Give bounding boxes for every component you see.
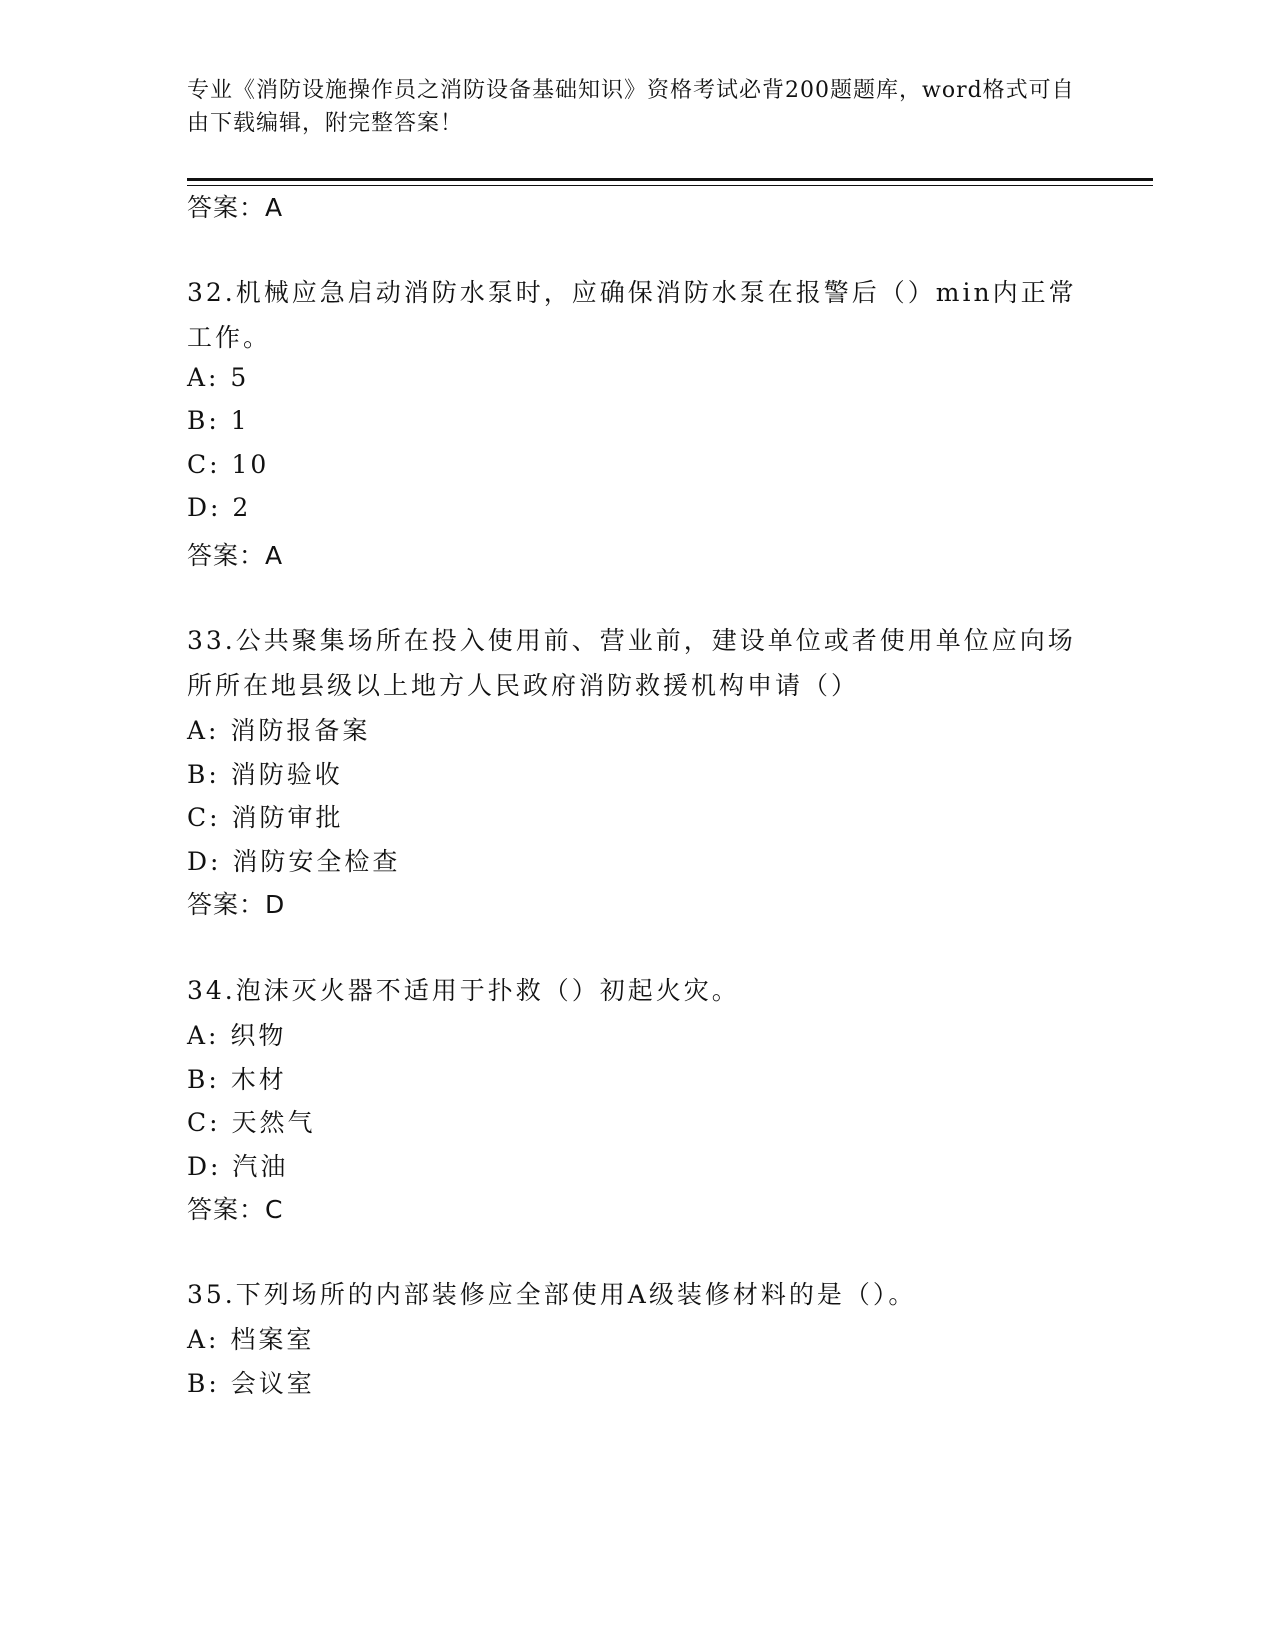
- option-a: A: 5: [187, 363, 250, 392]
- option-b: B: 木材: [187, 1065, 287, 1094]
- option-b: B: 会议室: [187, 1369, 315, 1398]
- header-divider-thick: [187, 178, 1153, 181]
- answer-line: 答案：D: [187, 890, 286, 919]
- option-a: A: 消防报备案: [187, 716, 371, 745]
- option-b: B: 消防验收: [187, 760, 343, 789]
- option-b: B: 1: [187, 406, 250, 435]
- question-stem: 34.泡沫灭火器不适用于扑救（）初起火灾。: [187, 976, 740, 1005]
- option-d: D: 2: [187, 493, 252, 522]
- header-divider-thin: [187, 185, 1153, 186]
- question-stem: 35.下列场所的内部装修应全部使用A级装修材料的是（）。: [187, 1280, 917, 1309]
- option-a: A: 档案室: [187, 1325, 315, 1354]
- answer-line: 答案：C: [187, 1195, 284, 1224]
- option-c: C: 天然气: [187, 1108, 316, 1137]
- document-header: 专业《消防设施操作员之消防设备基础知识》资格考试必背200题题库，word格式可自由下载编辑，附完整答案！: [187, 78, 1075, 136]
- question-stem: 33.公共聚集场所在投入使用前、营业前，建设单位或者使用单位应向场所所在地县级以上地方人民政府消防救援机构申请（）: [187, 626, 1076, 700]
- option-a: A: 织物: [187, 1021, 287, 1050]
- option-c: C: 10: [187, 450, 270, 479]
- answer-line: 答案：A: [187, 193, 284, 222]
- option-c: C: 消防审批: [187, 803, 344, 832]
- option-d: D: 消防安全检查: [187, 847, 401, 876]
- option-d: D: 汽油: [187, 1152, 289, 1181]
- question-stem: 32.机械应急启动消防水泵时，应确保消防水泵在报警后（）min内正常工作。: [187, 278, 1077, 352]
- answer-line: 答案：A: [187, 541, 284, 570]
